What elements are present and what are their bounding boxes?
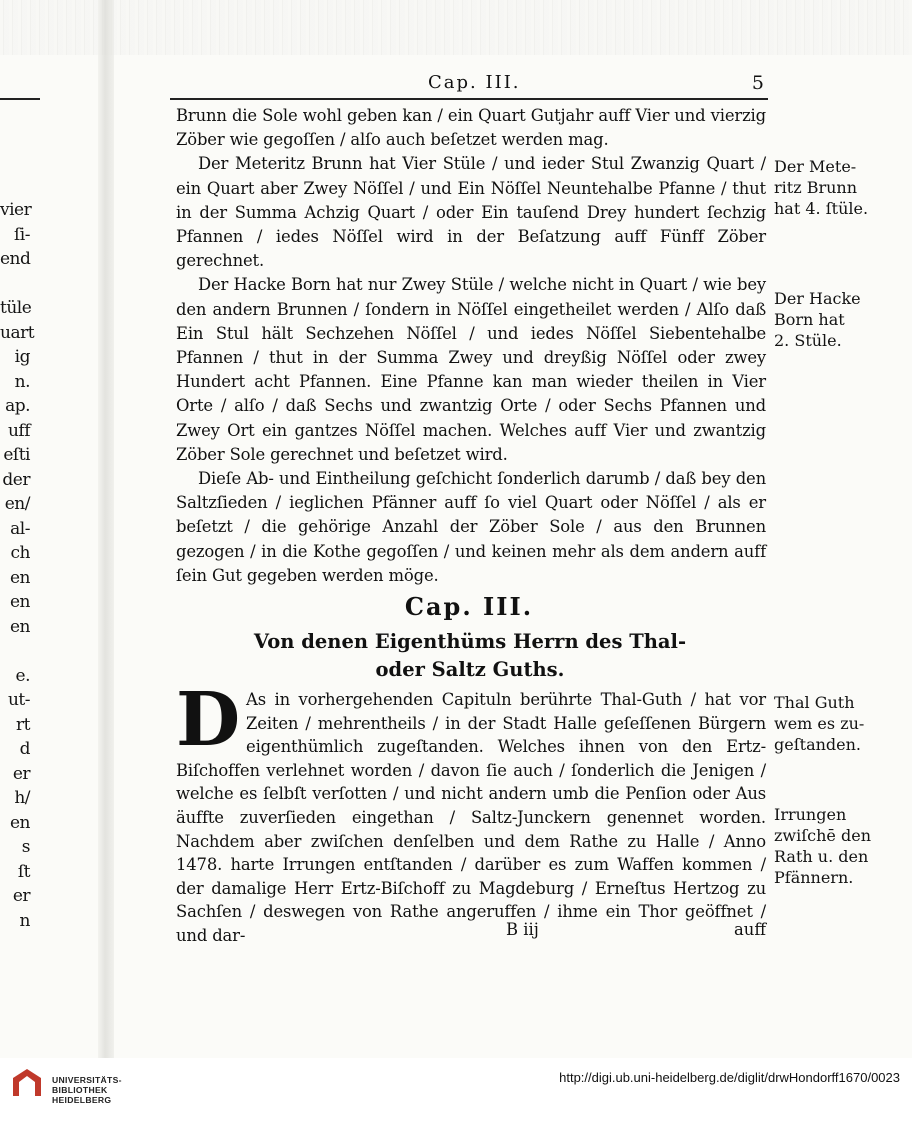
logo-line: BIBLIOTHEK [52, 1085, 108, 1095]
left-page-fragment: en [9, 616, 30, 637]
left-page-fragment: s [21, 837, 30, 857]
left-page-fragment: der [2, 469, 30, 490]
left-page-fragment: uart [0, 322, 35, 343]
left-page-fragment: n. [14, 371, 30, 392]
left-page-fragment: en [9, 567, 30, 588]
left-page-fragment: ut- [7, 690, 30, 710]
left-page-fragment: d [19, 739, 30, 759]
left-page-fragment: end [0, 249, 31, 269]
chapter-paragraph [176, 677, 766, 948]
left-page-fragment [0, 639, 30, 664]
logo-line: UNIVERSITÄTS- [52, 1075, 122, 1085]
library-logo-text [52, 1075, 122, 1105]
left-page-fragment: ig [14, 347, 30, 367]
left-page-fragment: uff [7, 420, 30, 441]
chapter-paragraph-text: As in vorhergehenden Capituln berührte Thal-Guth / hat vor Zeiten / mehrentheils / in der Stadt Halle geſeſſenen Bürgern eigenthümlich zugeſtanden. Welches ihnen von den Ertz-Biſchoffen verlehnet worden / davon ſie auch / ſonderlich die Jenigen / welche es ſelbſt verſotten / und nicht andern umb die Penſion oder Aus äuffte zuverſieden eingethan / Saltz-Junckern genennet worden. Nachdem aber zwiſchen denſelben und dem Rathe zu Halle / Anno 1478. harte Irrungen entſtanden / darüber es zum Waffen kommen / der damalige Herr Ertz-Biſchoff zu Magdeburg / Erneſtus Hertzog zu Sachſen / deswegen von Rathe angeruffen / ihme ein Thor geöffnet / und dar- [176, 690, 766, 945]
left-page-fragment: ſt [17, 861, 30, 882]
signature-mark: B iij [506, 920, 539, 939]
left-page-fragments [0, 198, 35, 933]
logo-line: HEIDELBERG [52, 1095, 112, 1105]
marginal-note: Der Hacke Born hat 2. Stüle. [774, 289, 861, 350]
permalink-url[interactable]: http://digi.ub.uni-heidelberg.de/diglit/drwHondorff1670/0023 [559, 1070, 900, 1085]
left-page-fragment: vier [0, 200, 32, 220]
catchword: auff [734, 920, 766, 939]
left-page-fragment: ſi- [14, 224, 30, 245]
page-bottom-line [176, 920, 766, 944]
marginal-note: Irrungen zwiſchē den Rath u. den Pfännern. [774, 805, 871, 887]
left-page-fragment: er [12, 886, 30, 906]
library-logo-icon [10, 1066, 44, 1100]
running-head [170, 72, 768, 98]
left-page-fragment: er [12, 763, 30, 784]
left-page-fragment: en [9, 812, 30, 833]
left-page-fragment: h/ [14, 788, 30, 808]
chapter-heading-line: oder Saltz Guths. [375, 658, 565, 681]
chapter-heading [220, 628, 720, 684]
left-page-fragment: en/ [4, 494, 30, 514]
main-text [176, 104, 766, 588]
chapter-text [176, 677, 766, 948]
left-page-fragment [0, 272, 30, 297]
left-page-fragment: e. [15, 665, 30, 686]
header-rule [170, 98, 768, 100]
left-page-fragment: al- [10, 518, 30, 539]
paragraph: Der Meteritz Brunn hat Vier Stüle / und ieder Stul Zwanzig Quart / ein Quart aber Zwey Nöſſel / und Ein Nöſſel Neuntehalbe Pfanne / thut in der Summa Achzig Quart / oder Ein tauſend Drey hundert ſechzig Pfannen / iedes Nöſſel wird in der Beſatzung auff Fünff Zöber gerechnet. [176, 154, 766, 271]
chapter-heading-line: Von denen Eigenthüms Herrn des Thal- [253, 630, 687, 653]
scan-noise [0, 0, 912, 55]
left-page-fragment: ap. [5, 396, 30, 416]
drop-cap: D [176, 677, 241, 763]
left-page-rule [0, 98, 40, 100]
left-page-fragment: en [9, 592, 30, 612]
paragraph: Brunn die Sole wohl geben kan / ein Quart Gutjahr auff Vier und vierzig Zöber wie gegoſſen / alſo auch beſetzet werden mag. [176, 106, 766, 150]
running-title: Cap. III. [428, 72, 521, 93]
left-page-fragment: n [19, 910, 30, 931]
chapter-title: Cap. III. [404, 592, 534, 621]
paragraph: Der Hacke Born hat nur Zwey Stüle / welche nicht in Quart / wie bey den andern Brunnen / ſondern in Nöſſel eingetheilet werden / Alſo daß Ein Stul hält Sechzehen Nöſſel / und iedes Nöſſel Siebentehalbe Pfannen / thut in der Summa Zwey und dreyßig Nöſſel oder zwey Hundert acht Pfannen. Eine Pfanne kan man wieder theilen in Vier Orte / alſo / daß Sechs und zwantzig Orte / oder Sechs Pfannen und Zwey Ort ein gantzes Nöſſel machen. Welches auff Vier und zwantzig Zöber Sole gerechnet und beſetzet wird. [176, 275, 766, 464]
marginal-note: Der Mete- ritz Brunn hat 4. ſtüle. [774, 157, 869, 218]
viewer-footer [0, 1058, 912, 1125]
paragraph: Dieſe Ab- und Eintheilung geſchicht ſonderlich darumb / daß bey den Saltzſieden / ieglichen Pfänner auff ſo viel Quart oder Nöſſel / als er beſetzt / die gehörige Anzahl der Zöber Sole / aus den Brunnen gezogen / in die Kothe gegoſſen / und keinen mehr als dem andern auff ſein Gut gegeben werden möge. [176, 469, 766, 585]
left-page-fragment: ch [10, 543, 30, 563]
left-page-fragment: tüle [0, 298, 32, 318]
left-page-fragment: eſti [3, 445, 30, 465]
left-page-fragment: rt [16, 714, 30, 735]
book-gutter [98, 0, 114, 1058]
page-number: 5 [751, 72, 764, 94]
marginal-note: Thal Guth wem es zu- geſtanden. [774, 693, 865, 754]
